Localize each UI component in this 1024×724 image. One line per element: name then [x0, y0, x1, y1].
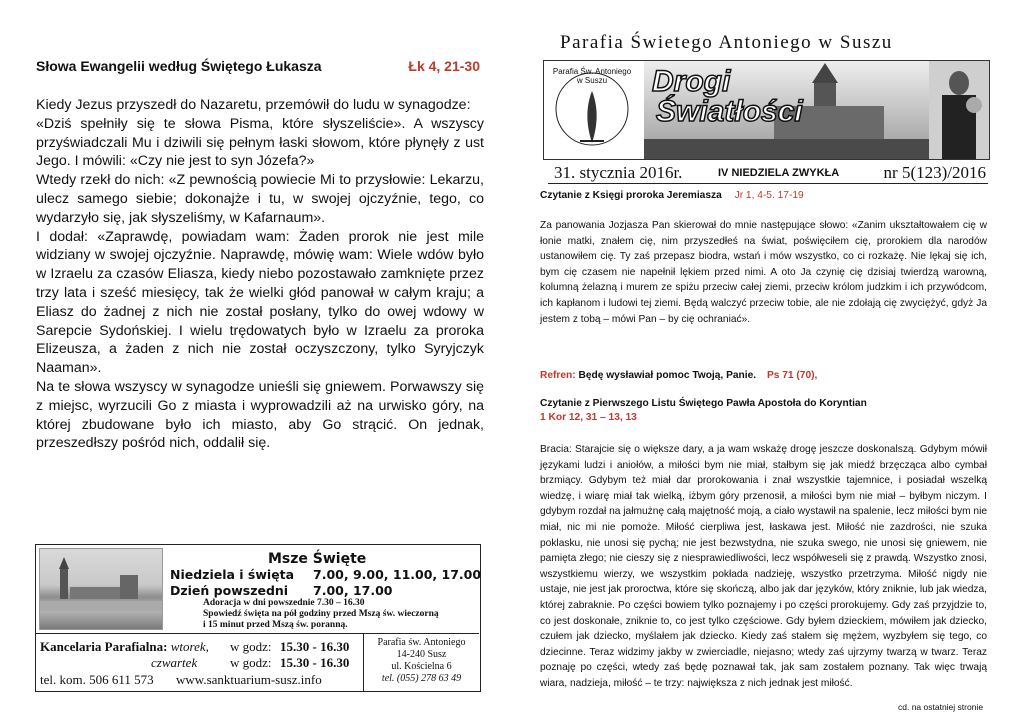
liturgical-sunday: IV NIEDZIELA ZWYKŁA	[718, 167, 840, 179]
sunday-masses	[170, 567, 482, 582]
address-box	[363, 633, 479, 691]
gospel-paragraph: Wtedy rzekł do nich: «Z pewnością powiecie Mi to przysłowie: Lekarzu, ulecz samego siebie; dokonajże i tu, w swojej ojczyźnie, tego, co wydarzyło się, jak słyszeliśmy, w Kafarnaum».	[36, 172, 484, 226]
mass-schedule-box	[35, 544, 481, 692]
reading1-title: Czytanie z Księgi proroka Jeremiasza	[540, 190, 722, 201]
office-hours-row2	[151, 655, 350, 671]
gospel-title: Słowa Ewangelii według Świętego Łukasza	[36, 58, 322, 74]
office-hours-label: w godz:	[230, 639, 272, 654]
psalm-reference: Ps 71 (70),	[766, 370, 818, 381]
phone: tel. kom. 506 611 573	[40, 672, 154, 687]
address-phone: tel. (055) 278 63 49	[381, 673, 462, 684]
reading2-title: Czytanie z Pierwszego Listu Świętego Pawła Apostoła do Koryntian	[540, 398, 867, 409]
address-line: 14-240 Susz	[396, 649, 447, 660]
gospel-paragraph: «Dziś spełniły się te słowa Pisma, które słyszeliście». A wszyscy przyświadczali Mu i dziwili się pełnym łaski słowom, które płynęły z ust Jego. I mówili: «Czy nie jest to syn Józefa?»	[36, 115, 484, 170]
continued-note: cd. na ostatniej stronie	[898, 702, 984, 712]
address-line: ul. Kościelna 6	[391, 661, 452, 672]
reading1-heading	[540, 190, 804, 201]
weekday-label: Dzień powszedni	[170, 583, 289, 598]
office-hours-label-2: w godz:	[230, 655, 272, 670]
office-label: Kancelaria Parafialna:	[40, 639, 168, 654]
town-photo	[39, 548, 163, 630]
adoration-note: Adoracja w dni powszednie 7.30 – 16.30	[203, 598, 365, 608]
office-day-2: czwartek	[151, 655, 198, 670]
office-hours	[40, 639, 350, 655]
gospel-paragraph: I dodał: «Zaprawdę, powiadam wam: Żaden prorok nie jest mile widziany w swojej ojczyźnie. Naprawdę, mówię wam: Wiele wdów było w Izraelu za czasów Eliasza, kiedy niebo pozostawało zamknięte przez trzy lata i sześć miesięcy, tak że wielki głód panował w całym kraju; a Eliasz do żadnej z nich nie został posłany, tylko do owej wdowy w Sarepcie Sydońskiej. I wielu trędowatych było w Izraelu za proroka Elizeusza, a żaden z nich nie został oczyszczony, tylko Syryjczyk Naaman».	[36, 228, 484, 377]
issue-number: nr 5(123)/2016	[883, 163, 986, 182]
gospel-paragraph: Kiedy Jezus przyszedł do Nazaretu, przemówił do ludu w synagodze:	[36, 97, 471, 113]
sunday-times: 7.00, 9.00, 11.00, 17.00	[313, 567, 482, 582]
reading1-reference: Jr 1, 4-5. 17-19	[734, 190, 804, 201]
title-line-1: Drogi	[652, 65, 731, 98]
issue-info-row	[548, 163, 988, 184]
mass-title: Msze Święte	[268, 551, 367, 567]
gospel-paragraph: Na te słowa wszyscy w synagodze unieśli się gniewem. Porwawszy się z miejsc, wyrzucili Go z miasta i wyprowadzili aż na urwisko góry, na której zbudowane było ich miasto, aby Go strącić. On jednak, przeszedłszy pośród nich, oddalił się.	[36, 378, 484, 452]
logo-ring-text: Parafia Św. Antoniego w Suszu	[552, 67, 632, 85]
gospel-reference: Łk 4, 21-30	[408, 58, 480, 74]
confession-note-2: i 15 minut przed Mszą św. poranną.	[203, 620, 348, 630]
issue-date: 31. stycznia 2016r.	[554, 163, 683, 182]
town-silhouette-icon	[40, 549, 162, 629]
sunday-label: Niedziela i święta	[170, 567, 295, 582]
psalm-label: Refren:	[540, 370, 576, 381]
office-hours-2: 15.30 - 16.30	[280, 655, 350, 670]
confession-note: Spowiedź święta na pół godziny przed Mszą św. wieczorną	[203, 609, 439, 619]
title-line-2: Światłości	[656, 95, 803, 128]
gospel-heading	[36, 58, 484, 74]
reading1-text: Za panowania Jozjasza Pan skierował do mnie następujące słowo: «Zanim ukształtowałem cię w łonie matki, znałem cię, nim przyszedłeś na świat, poświęciłem cię, prorokiem dla narodów ustanowiłem cię. Ty zaś przepasz biodra, wstań i mów wszystko, co ci rozkażę. Nie lękaj się ich, bym cię czasem nie napełnił lękiem przed nimi. A oto Ja czynię cię dzisiaj twierdzą warowną, kolumną żelazną i murem ze spiżu przeciw całej ziemi, przeciw królom judzkim i ich przywódcom, ich kapłanom i ludowi tej ziemi. Będą walczyć przeciw tobie, ale nie zdołają cię zwyciężyć, gdyż Ja jestem z tobą – mówi Pan – by cię ochraniać».	[540, 220, 987, 325]
psalm-refrain	[540, 370, 817, 381]
psalm-text: Będę wysławiał pomoc Twoją, Panie.	[578, 370, 757, 381]
address-line: Parafia św. Antoniego	[377, 637, 466, 648]
header-banner	[543, 60, 990, 160]
gospel-text	[36, 96, 484, 453]
reading2-reference: 1 Kor 12, 31 – 13, 13	[540, 412, 637, 423]
website-link[interactable]: www.sanktuarium-susz.info	[176, 672, 322, 687]
office-day-1: wtorek,	[170, 639, 209, 654]
office-hours-1: 15.30 - 16.30	[280, 639, 350, 654]
weekday-times: 7.00, 17.00	[313, 583, 393, 598]
weekday-masses	[170, 583, 393, 598]
reading2-text: Bracia: Starajcie się o większe dary, a ja wam wskażę drogę jeszcze doskonalszą. Gdybym mówił językami ludzi i aniołów, a miłości bym nie miał, stałbym się jak miedź brzęcząca albo cymbał brzmiący. Gdybym też miał dar prorokowania i znał wszystkie tajemnice, i posiadał wszelką wiedzę, i wiarę miał tak wielką, iżbym góry przenosił, a miłości bym nie miał – byłbym niczym. I gdybym rozdał na jałmużnę całą majętność moją, a ciało wystawił na spalenie, lecz miłości bym nie miał, nic mi nie pomoże. Miłość cierpliwa jest, łaskawa jest. Miłość nie zazdrości, nie szuka poklasku, nie unosi się pychą; nie jest bezwstydna, nie szuka swego, nie unosi się gniewem, nie pamięta złego; nie cieszy się z niesprawiedliwości, lecz współweseli się z prawdą. Wszystko znosi, wszystkiemu wierzy, we wszystkim pokłada nadzieję, wszystko przetrzyma. Miłość nigdy nie ustaje, nie jest jak proroctwa, które się skończą, albo jak dar języków, który zniknie, lub jak wiedza, której zabraknie. Po części bowiem tylko poznajemy i po części prorokujemy. Gdy zaś przyjdzie to, co jest doskonałe, zniknie to, co jest tylko częściowe. Gdy byłem dzieckiem, mówiłem jak dziecko, czułem jak dziecko, myślałem jak dziecko. Kiedy zaś stałem się mężem, wyzbyłem się tego, co dziecinne. Teraz widzimy jakby w zwierciadle, niejasno; wtedy zaś ujrzymy twarzą w twarz. Teraz poznaję po części, wtedy zaś będę poznawał tak, jak sam zostałem poznany. Tak więc trwają wiara, nadzieja, miłość – te trzy: największa z nich jednak jest miłość.	[540, 444, 987, 689]
parish-title: Parafia Świetego Antoniego w Suszu	[560, 32, 893, 53]
